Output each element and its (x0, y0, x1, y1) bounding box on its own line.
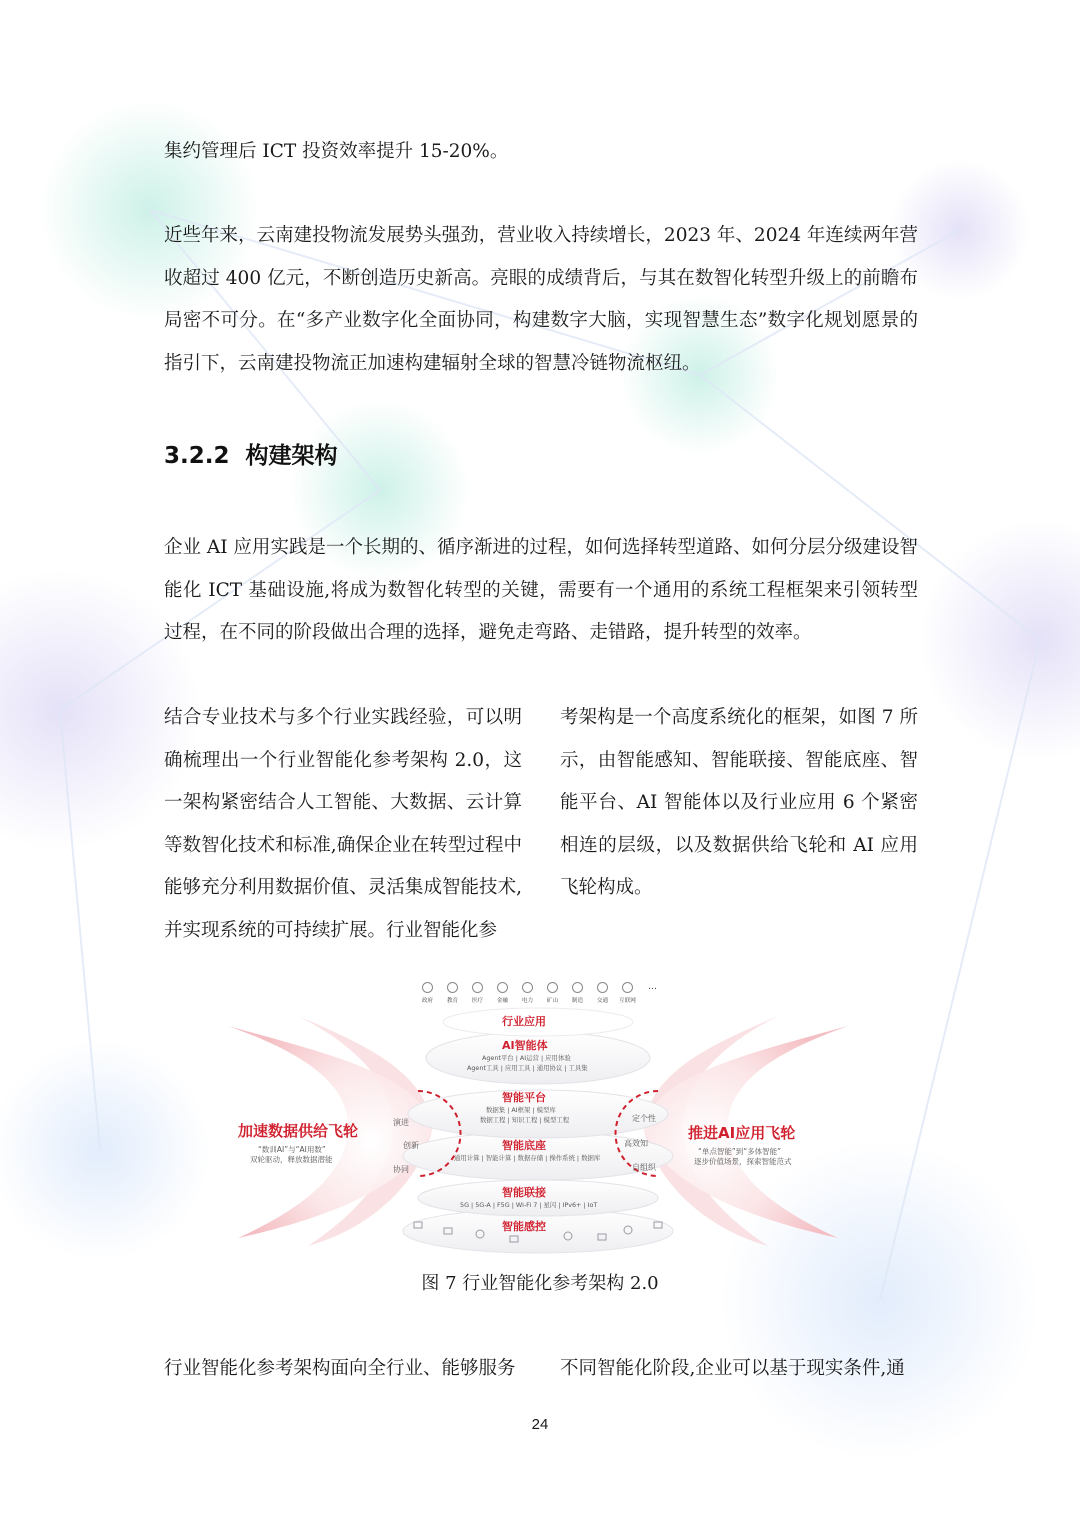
column-left-text: 结合专业技术与多个行业实践经验，可以明确梳理出一个行业智能化参考架构 2.0，这一架构紧密结合人工智能、大数据、云计算等数智化技术和标准,确保企业在转型过程中能够充分利用数据价值、灵活集成智能技术,并实现系统的可持续扩展。行业智能化参 (164, 707, 522, 941)
left-flywheel-step-2: 创新 (403, 1141, 419, 1150)
left-flywheel-sub2: 双轮驱动，释放数据潜能 (250, 1155, 333, 1164)
finance-icon (497, 982, 508, 993)
layer-industry-app: 行业应用 (502, 1015, 546, 1028)
layer-connect: 智能联接 (502, 1186, 546, 1199)
figure-caption: 图 7 行业智能化参考架构 2.0 (421, 1273, 659, 1294)
layer-platform-sub1: 数据集 | AI框架 | 模型库 (486, 1106, 556, 1114)
left-flywheel-sub1: “数训AI”与“AI用数” (258, 1145, 326, 1154)
manufacturing-icon (572, 982, 583, 993)
right-flywheel-step-3: 自组织 (632, 1163, 656, 1172)
left-flywheel-step-3: 协同 (393, 1165, 409, 1174)
right-flywheel-step-2: 高效知 (624, 1139, 648, 1148)
layer-sense: 智能感控 (502, 1220, 546, 1233)
section-title: 构建架构 (245, 443, 338, 469)
section-number: 3.2.2 (164, 443, 230, 469)
column-right-text: 考架构是一个高度系统化的框架，如图 7 所示，由智能感知、智能联接、智能底座、智能平台、AI 智能体以及行业应用 6 个紧密相连的层级，以及数据供给飞轮和 AI 应用飞轮构成。 (560, 707, 918, 898)
industry-manufacturing: 制造 (568, 982, 587, 1004)
right-flywheel-step-1: 定个性 (632, 1114, 656, 1123)
industry-transport: 交通 (593, 982, 612, 1004)
internet-icon (622, 982, 633, 993)
right-flywheel-sub2: 逐步价值场景，探索智能范式 (694, 1157, 792, 1166)
industry-finance: 金融 (493, 982, 512, 1004)
industry-more: … (648, 982, 657, 992)
industry-power: 电力 (518, 982, 537, 1004)
layer-ai-agent: AI智能体 (502, 1039, 548, 1052)
industry-mining: 矿山 (543, 982, 562, 1004)
layer-foundation-sub: 通用计算 | 智能计算 | 数据存储 | 操作系统 | 数据库 (454, 1154, 601, 1162)
industry-education: 教育 (443, 982, 462, 1004)
industry-internet: 互联网 (618, 982, 637, 1004)
power-icon (522, 982, 533, 993)
right-flywheel-sub1: “单点智能”到“多体智能” (698, 1147, 782, 1156)
government-icon (422, 982, 433, 993)
industry-government: 政府 (418, 982, 437, 1004)
left-flywheel-title: 加速数据供给飞轮 (238, 1122, 359, 1140)
left-flywheel-step-1: 演进 (393, 1118, 409, 1127)
layer-connect-sub: 5G | 5G-A | F5G | Wi-Fi 7 | 星闪 | IPv6+ | IoT (460, 1201, 598, 1209)
page-number: 24 (531, 1416, 549, 1433)
education-icon (447, 982, 458, 993)
mining-icon (547, 982, 558, 993)
section-heading (164, 440, 338, 472)
layer-foundation: 智能底座 (502, 1139, 546, 1152)
industry-icons-row (418, 982, 662, 1004)
right-flywheel-title: 推进AI应用飞轮 (688, 1124, 796, 1142)
layer-platform-sub2: 数据工程 | 知识工程 | 模型工程 (480, 1116, 570, 1124)
closing-left-text: 行业智能化参考架构面向全行业、能够服务 (164, 1358, 516, 1379)
layer-ai-agent-sub2: Agent工具 | 应用工具 | 通用协议 | 工具集 (467, 1064, 588, 1072)
closing-right-text: 不同智能化阶段,企业可以基于现实条件,通 (560, 1358, 905, 1379)
transport-icon (597, 982, 608, 993)
layer-ai-agent-sub1: Agent平台 | AI运营 | 应用体验 (482, 1054, 571, 1062)
paragraph-intro-tail: 集约管理后 ICT 投资效率提升 15-20%。 (164, 141, 509, 162)
medical-icon (472, 982, 483, 993)
architecture-figure (218, 976, 858, 1258)
industry-medical: 医疗 (468, 982, 487, 1004)
paragraph-enterprise-ai: 企业 AI 应用实践是一个长期的、循序渐进的过程，如何选择转型道路、如何分层分级建设智能化 ICT 基础设施,将成为数智化转型的关键，需要有一个通用的系统工程框架来引领转型过程，在不同的阶段做出合理的选择，避免走弯路、走错路，提升转型的效率。 (164, 537, 918, 643)
layer-platform: 智能平台 (502, 1091, 546, 1104)
paragraph-yunnan: 近些年来，云南建投物流发展势头强劲，营业收入持续增长，2023 年、2024 年连续两年营收超过 400 亿元，不断创造历史新高。亮眼的成绩背后，与其在数智化转型升级上的前瞻布局密不可分。在“多产业数字化全面协同，构建数字大脑，实现智慧生态”数字化规划愿景的指引下，云南建投物流正加速构建辐射全球的智慧冷链物流枢纽。 (164, 225, 918, 374)
